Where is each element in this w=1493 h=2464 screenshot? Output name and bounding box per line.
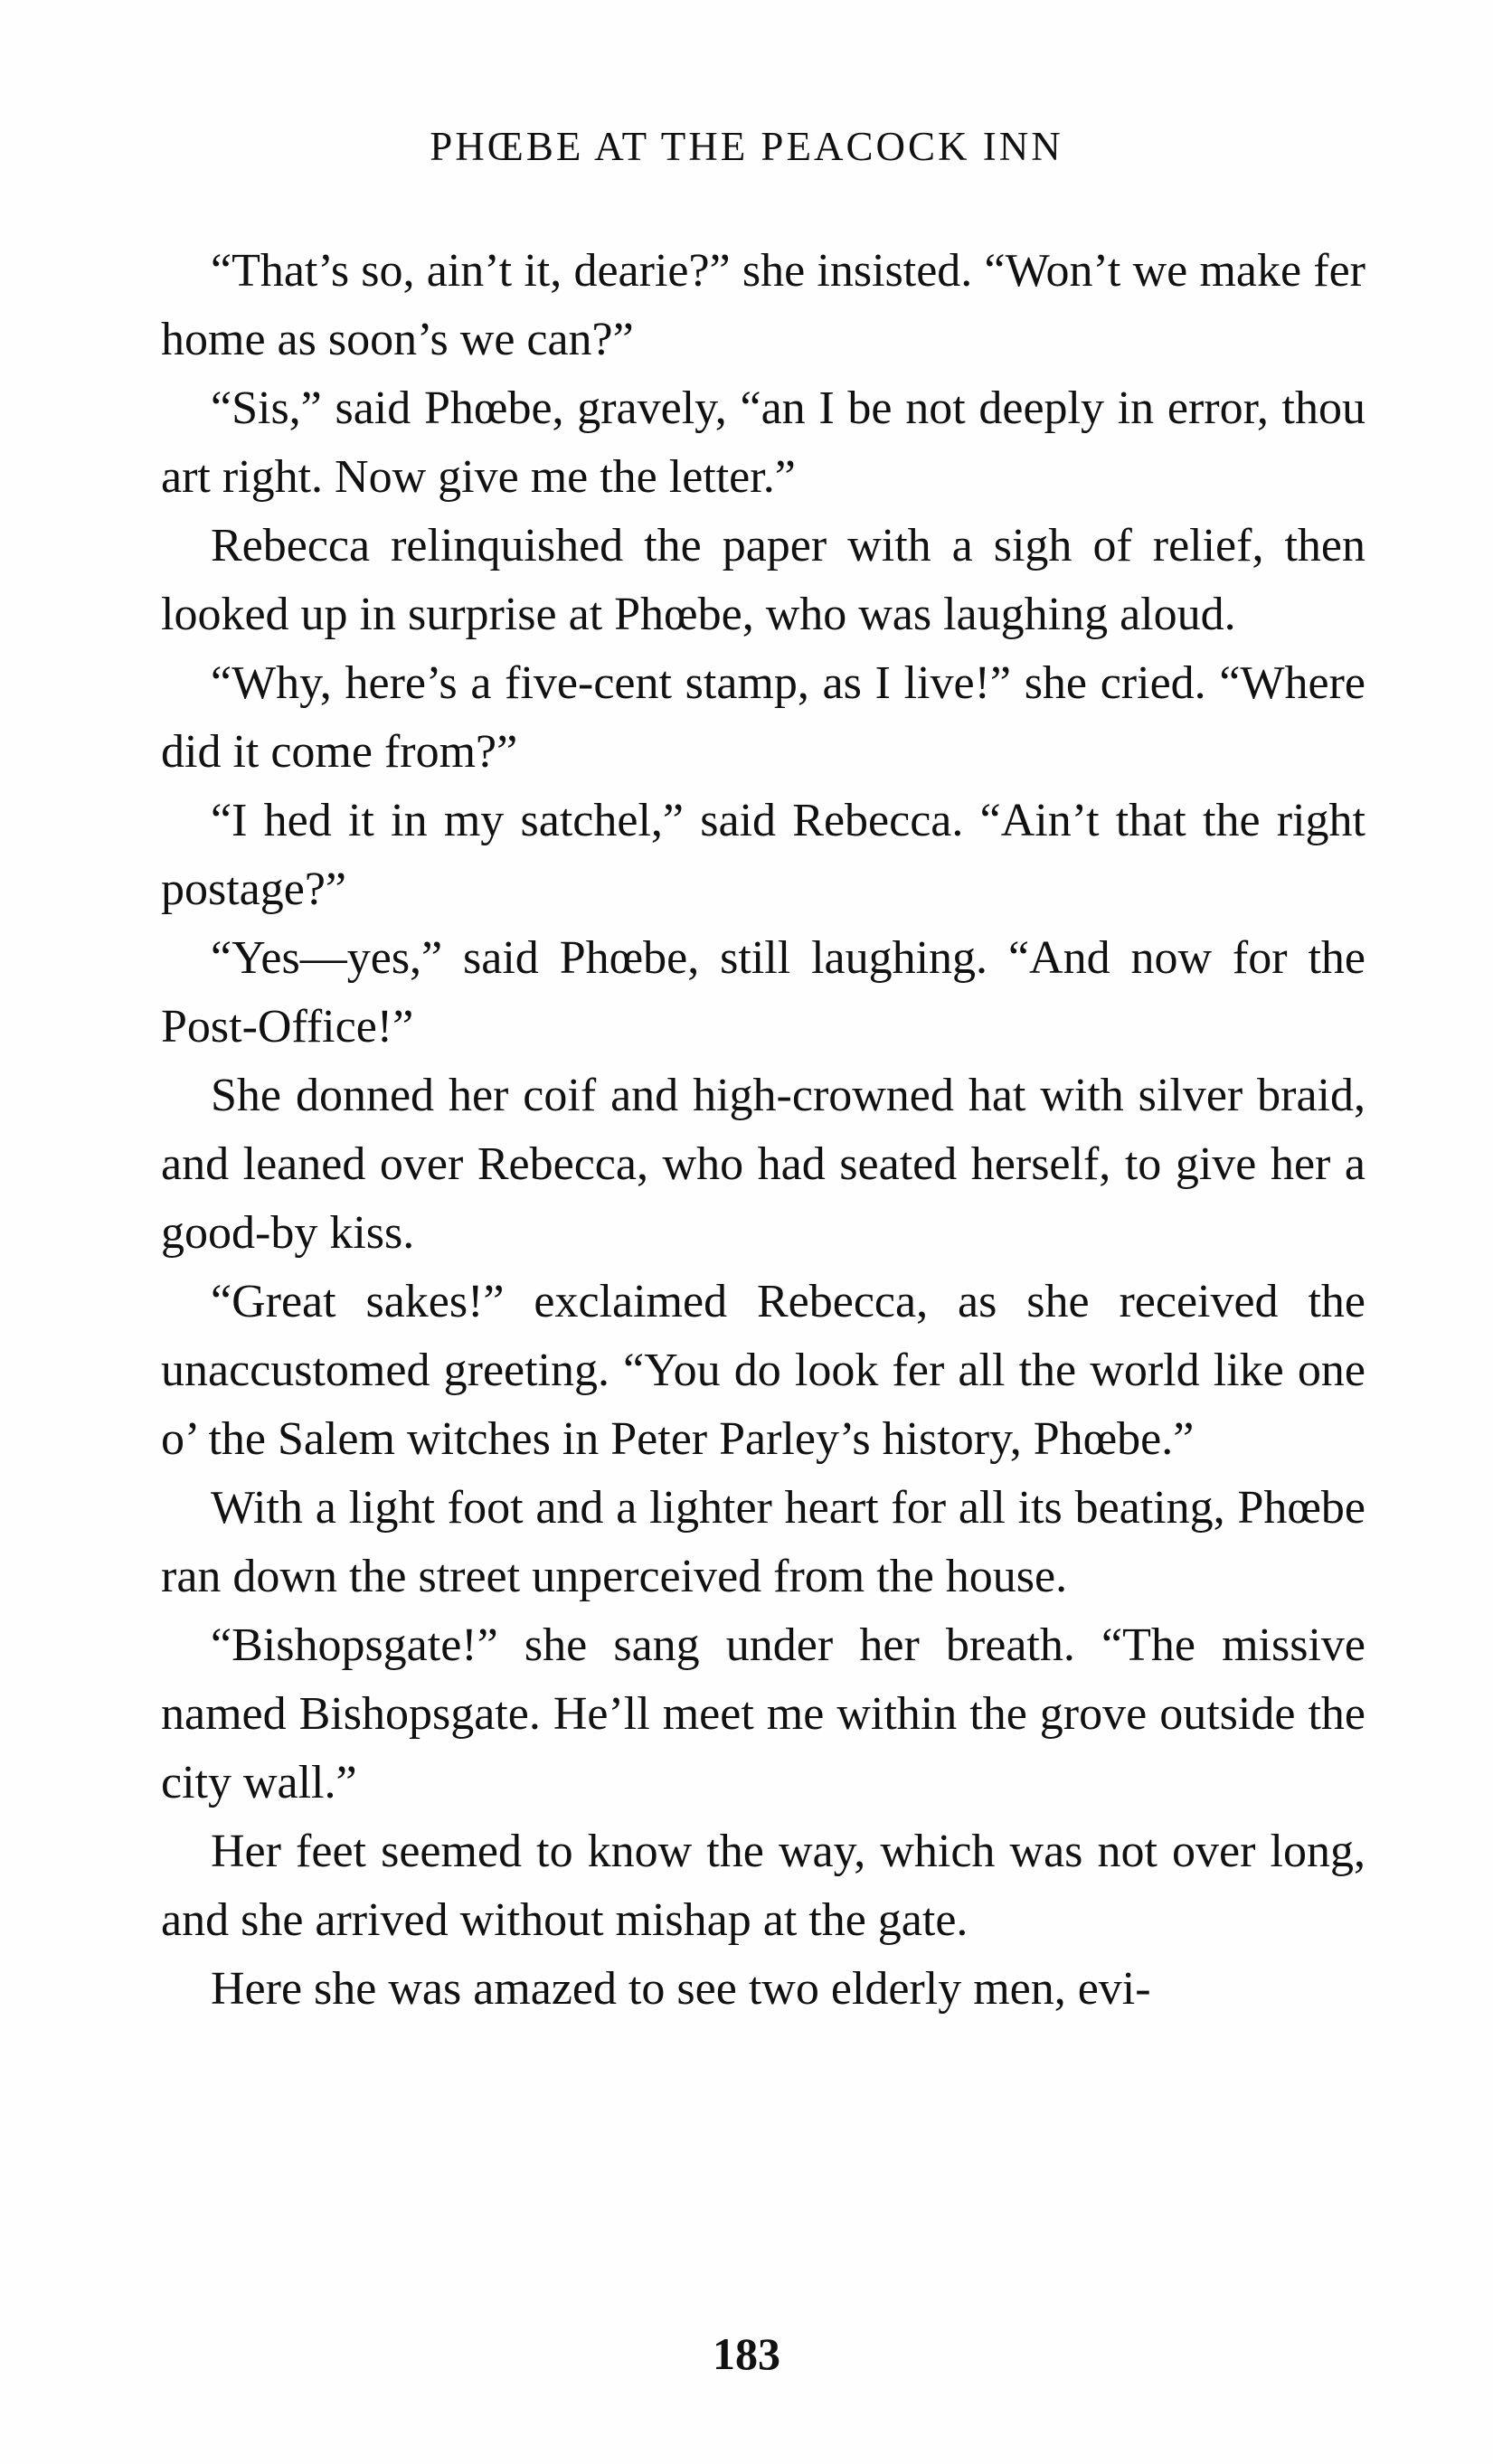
- paragraph-10: “Bishopsgate!” she sang under her breath. “The missive named Bishopsgate. He’ll meet me within the grove outside the city wall.”: [161, 1619, 1365, 1808]
- paragraph-9: With a light foot and a lighter heart for all its beating, Phœbe ran down the street unperceived from the house.: [161, 1482, 1365, 1602]
- paragraph-1: “That’s so, ain’t it, dearie?” she insisted. “Won’t we make fer home as soon’s we can?”: [161, 245, 1365, 365]
- paragraph-7: She donned her coif and high-crowned hat with silver braid, and leaned over Rebecca, who had seated herself, to give her a good-by kiss.: [161, 1070, 1365, 1259]
- paragraph-3: Rebecca relinquished the paper with a sigh of relief, then looked up in surprise at Phœbe, who was laughing aloud.: [161, 520, 1365, 640]
- paragraph-2: “Sis,” said Phœbe, gravely, “an I be not deeply in error, thou art right. Now give me the letter.”: [161, 382, 1365, 503]
- paragraph-8: “Great sakes!” exclaimed Rebecca, as she received the unaccustomed greeting. “You do look fer all the world like one o’ the Salem witches in Peter Parley’s history, Phœbe.”: [161, 1276, 1365, 1465]
- paragraph-12: Here she was amazed to see two elderly men, evi-: [211, 1963, 1151, 2015]
- running-head: PHŒBE AT THE PEACOCK INN: [430, 124, 1063, 169]
- paragraph-4: “Why, here’s a five-cent stamp, as I live!” she cried. “Where did it come from?”: [161, 657, 1365, 778]
- paragraph-6: “Yes—yes,” said Phœbe, still laughing. “And now for the Post-Office!”: [161, 932, 1365, 1053]
- paragraph-11: Her feet seemed to know the way, which was not over long, and she arrived without mishap at the gate.: [161, 1826, 1365, 1946]
- paragraph-5: “I hed it in my satchel,” said Rebecca. “Ain’t that the right postage?”: [161, 795, 1365, 915]
- page-number: 183: [713, 2328, 780, 2379]
- body-text: [161, 237, 1365, 2024]
